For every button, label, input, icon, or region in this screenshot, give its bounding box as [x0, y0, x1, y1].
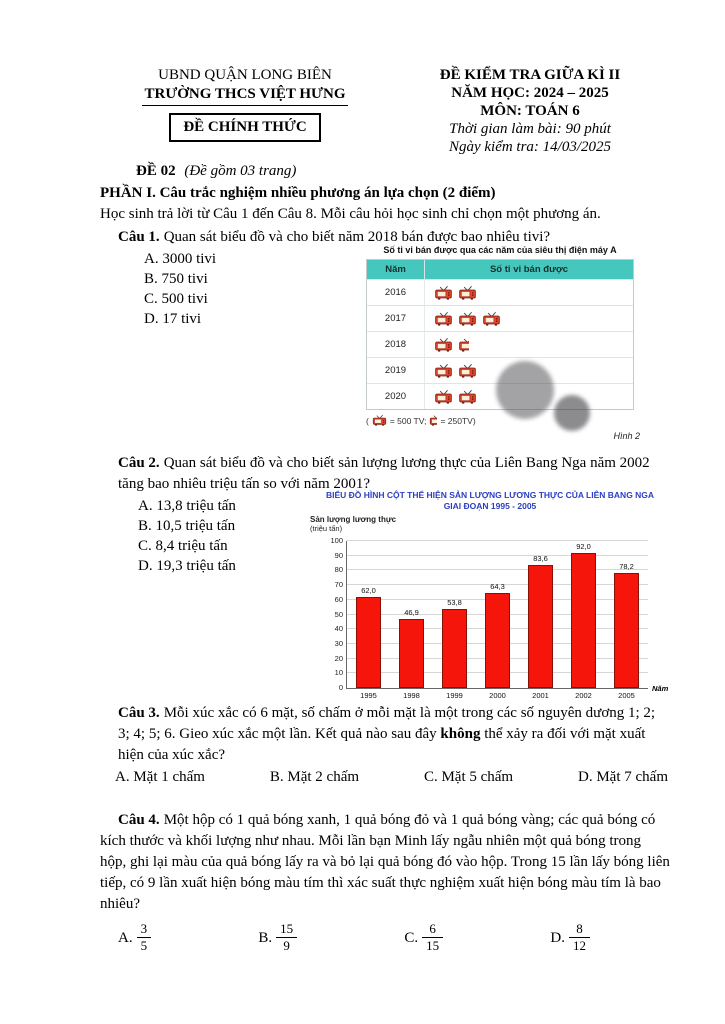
q4-text — [100, 810, 670, 915]
pictogram-legend — [366, 414, 650, 428]
legend-half-label: = 250TV) — [440, 416, 476, 426]
pictogram-title: Số ti vi bán được qua các năm của siêu thị điện máy A — [383, 245, 617, 255]
y-tick-label: 60 — [334, 594, 343, 604]
tv-icons-cell — [425, 311, 633, 326]
x-tick-label: 2001 — [532, 691, 549, 700]
tv-icon — [434, 389, 453, 404]
year-cell: 2017 — [367, 306, 425, 331]
q1-option-b: B. 750 tivi — [144, 271, 208, 287]
bar-group — [562, 541, 605, 700]
q2-text — [118, 453, 670, 495]
exam-header — [100, 66, 670, 156]
bar-group — [605, 541, 648, 700]
y-tick-label: 90 — [334, 550, 343, 560]
tv-icon — [434, 285, 453, 300]
question-4 — [100, 810, 670, 954]
q1-label: Câu 1. — [118, 229, 160, 245]
exam-code-line — [136, 161, 670, 182]
q4-label: Câu 4. — [118, 812, 160, 828]
bar-value-label: 46,9 — [404, 608, 419, 618]
tv-icon — [458, 363, 477, 378]
q3-option-c: C. Mặt 5 chấm — [423, 769, 514, 785]
y-tick-label: 70 — [334, 580, 343, 590]
y-tick-label: 0 — [338, 683, 343, 692]
q3-bold-word: không — [440, 726, 481, 742]
part1-instruction: Học sinh trả lời từ Câu 1 đến Câu 8. Mỗi câu hỏi học sinh chỉ chọn một phương án. — [100, 206, 601, 222]
q3-text: Câu 3. Mỗi xúc xắc có 6 mặt, số chấm ở mỗi mặt là một trong các số nguyên dương 1; 2; 3; 4; 5; 6. Gieo xúc xắc một lần. Kết quả nào sau đây không thể xảy ra đối với mặt xuất hiện của xúc xắc? — [118, 705, 656, 763]
q2-label: Câu 2. — [118, 455, 160, 471]
fraction: $\frac{6}{15}$ — [422, 922, 443, 953]
bar-group — [347, 541, 390, 700]
q2-option-d: D. 19,3 triệu tấn — [138, 558, 236, 574]
question-2 — [100, 453, 670, 700]
school-name: TRƯỜNG THCS VIỆT HƯNG — [142, 85, 347, 106]
year-cell: 2016 — [367, 280, 425, 305]
bar — [614, 573, 639, 688]
y-tick-label: 80 — [334, 565, 343, 575]
question-1 — [100, 227, 670, 441]
pictogram-table — [366, 259, 634, 410]
y-tick-label: 30 — [334, 638, 343, 648]
bar-value-label: 53,8 — [447, 597, 462, 607]
x-tick-label: 1999 — [446, 691, 463, 700]
tv-icons-cell — [425, 285, 633, 300]
bar-group — [390, 541, 433, 700]
subject: MÔN: TOÁN 6 — [480, 103, 580, 119]
q1-option-c: C. 500 tivi — [144, 291, 208, 307]
tv-icon — [458, 389, 477, 404]
q4-option-b: B. $\frac{15}{9}$ — [258, 923, 297, 954]
header-left — [100, 66, 390, 156]
q2-option-c: C. 8,4 triệu tấn — [138, 538, 228, 554]
fraction: $\frac{8}{12}$ — [569, 922, 590, 953]
bar-value-label: 92,0 — [576, 541, 591, 551]
column-header-year: Năm — [367, 260, 425, 279]
q3-options — [115, 769, 668, 786]
y-tick-label: 10 — [334, 668, 343, 678]
q1-pictogram-chart — [350, 245, 650, 441]
bar-value-label: 62,0 — [361, 585, 376, 595]
legend-half-tv-icon — [429, 414, 437, 428]
x-tick-label: 1995 — [360, 691, 377, 700]
tv-icon — [434, 337, 453, 352]
x-axis-label: Năm — [652, 684, 669, 693]
bar-group — [476, 541, 519, 700]
official-exam-box: ĐỀ CHÍNH THỨC — [169, 113, 320, 142]
bar — [399, 619, 424, 688]
legend-full-label: = 500 TV; — [389, 416, 427, 426]
q4-option-d: D. $\frac{8}{12}$ — [550, 923, 590, 954]
tv-icon — [434, 311, 453, 326]
tv-icon — [458, 311, 477, 326]
q2-option-a: A. 13,8 triệu tấn — [138, 498, 236, 514]
q3-label: Câu 3. — [118, 705, 160, 721]
bar-value-label: 64,3 — [490, 582, 505, 592]
question-3 — [100, 703, 670, 786]
tv-icons-cell — [425, 337, 633, 352]
q4-option-a: A. $\frac{3}{5}$ — [118, 923, 151, 954]
org-name: UBND QUẬN LONG BIÊN — [158, 67, 332, 83]
tv-icons-cell — [425, 363, 633, 378]
q1-options — [100, 249, 350, 441]
pictogram-row — [367, 357, 633, 383]
q4-options — [118, 923, 590, 954]
tv-chart-rows — [367, 279, 633, 409]
bar-chart-plot — [330, 536, 648, 700]
y-tick-label: 40 — [334, 624, 343, 634]
q4-question: Một hộp có 1 quả bóng xanh, 1 quả bóng đỏ và 1 quả bóng vàng; các quả bóng có kích thước và khối lượng như nhau. Mỗi lần bạn Minh lấy ngẫu nhiên một quả bóng trong hộp, ghi lại màu của quả bóng lấy ra và bỏ lại quả bóng đó vào hộp. Trong 15 lần lấy bóng liên tiếp, có 9 lần xuất hiện bóng màu tím thì xác suất thực nghiệm xuất hiện bóng màu tím là bao nhiêu? — [100, 812, 670, 912]
tv-icons-cell — [425, 389, 633, 404]
fraction: $\frac{15}{9}$ — [276, 922, 297, 953]
legend-full-tv-icon — [372, 414, 387, 428]
year-cell: 2019 — [367, 358, 425, 383]
exam-date: Ngày kiểm tra: 14/03/2025 — [448, 139, 612, 155]
year-cell: 2018 — [367, 332, 425, 357]
q3-option-b: B. Mặt 2 chấm — [269, 769, 360, 785]
exam-pages-note: (Đề gồm 03 trang) — [184, 163, 297, 179]
legend-open-paren: ( — [366, 416, 369, 426]
pictogram-header-row — [367, 260, 633, 279]
q1-question: Quan sát biểu đồ và cho biết năm 2018 bán được bao nhiêu tivi? — [163, 229, 551, 245]
q4-option-c: C. $\frac{6}{15}$ — [404, 923, 443, 954]
bar-chart-title: BIỂU ĐỒ HÌNH CỘT THỂ HIỆN SẢN LƯỢNG LƯƠNG THỰC CỦA LIÊN BANG NGA — [325, 490, 655, 500]
exam-code: ĐỀ 02 — [136, 163, 176, 179]
q3-option-d: D. Mặt 7 chấm — [578, 769, 668, 785]
pictogram-row — [367, 305, 633, 331]
tv-icon — [458, 285, 477, 300]
y-tick-label: 100 — [330, 536, 343, 545]
q1-option-d: D. 17 tivi — [144, 311, 202, 327]
year-cell: 2020 — [367, 384, 425, 409]
header-right — [390, 66, 670, 156]
bar-group — [519, 541, 562, 700]
q2-bar-chart — [310, 490, 670, 700]
bar-value-label: 78,2 — [619, 562, 634, 572]
y-tick-label: 50 — [334, 609, 343, 619]
y-tick-label: 20 — [334, 653, 343, 663]
x-tick-label: 2002 — [575, 691, 592, 700]
bar-value-label: 83,6 — [533, 554, 548, 564]
column-header-count: Số ti vi bán được — [489, 264, 569, 275]
school-year: NĂM HỌC: 2024 – 2025 — [451, 85, 609, 101]
bar — [485, 593, 510, 688]
q2-question: Quan sát biểu đồ và cho biết sản lượng lương thực của Liên Bang Nga năm 2002 tăng bao nhiêu triệu tấn so với năm 2001? — [118, 455, 650, 492]
x-tick-label: 2000 — [489, 691, 506, 700]
q1-option-a: A. 3000 tivi — [144, 251, 217, 267]
pictogram-row — [367, 331, 633, 357]
x-tick-label: 1998 — [403, 691, 420, 700]
figure-caption: Hình 2 — [613, 431, 640, 441]
exam-title: ĐỀ KIỂM TRA GIỮA KÌ II — [439, 67, 621, 83]
y-axis-label: Sản lượng lương thực (triệu tấn) — [310, 515, 397, 533]
fraction: $\frac{3}{5}$ — [137, 922, 152, 953]
bar — [528, 565, 553, 688]
duration: Thời gian làm bài: 90 phút — [449, 121, 611, 137]
tv-icon — [482, 311, 501, 326]
tv-icon — [434, 363, 453, 378]
bar-group — [433, 541, 476, 700]
q2-options — [100, 496, 310, 689]
pictogram-row — [367, 279, 633, 305]
part1-heading: PHẦN I. Câu trắc nghiệm nhiều phương án lựa chọn (2 điểm) — [100, 185, 496, 201]
tv-half-icon — [458, 337, 469, 352]
bar-chart-area — [330, 536, 669, 700]
bar-chart-subtitle: GIAI ĐOẠN 1995 - 2005 — [443, 501, 537, 511]
q3-option-a: A. Mặt 1 chấm — [115, 769, 205, 785]
tv-half-icon — [429, 414, 437, 426]
bar — [571, 553, 596, 688]
bar — [356, 597, 381, 688]
tv-icon — [372, 414, 387, 426]
q2-option-b: B. 10,5 triệu tấn — [138, 518, 236, 534]
pictogram-row — [367, 383, 633, 409]
bar — [442, 609, 467, 688]
x-tick-label: 2005 — [618, 691, 635, 700]
